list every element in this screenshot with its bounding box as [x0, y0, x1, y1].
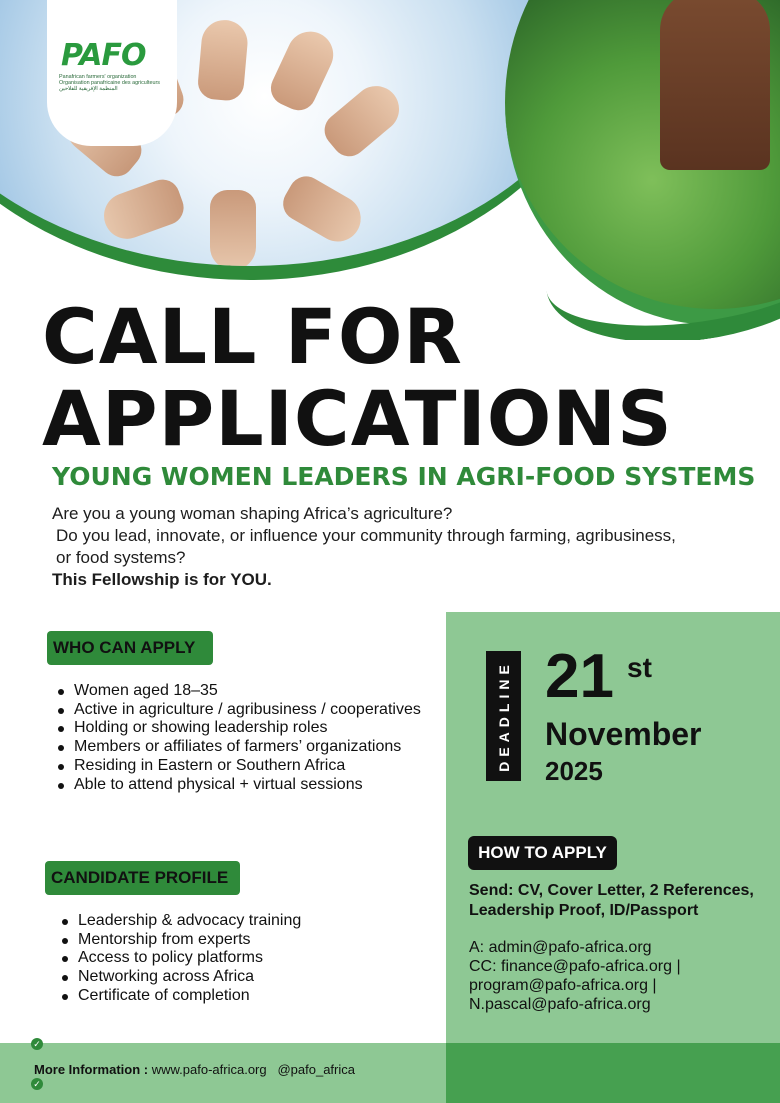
- list-item: Women aged 18–35: [52, 682, 422, 701]
- list-item: Certificate of completion: [56, 987, 426, 1006]
- deadline-year: 2025: [545, 756, 603, 786]
- intro-line-2: Do you lead, innovate, or influence your community through farming, agribusiness, or food systems?: [56, 526, 676, 567]
- email-cc-finance[interactable]: CC: finance@pafo-africa.org |: [469, 958, 681, 975]
- check-icon: ✓: [31, 1078, 43, 1090]
- logo-tagline-en: Panafrican farmers' organization: [59, 74, 137, 80]
- footer-info: [34, 1062, 355, 1077]
- title-line-1: CALL FOR: [42, 292, 463, 381]
- check-icon: ✓: [31, 1038, 43, 1050]
- footer-bar-right: [446, 1043, 780, 1103]
- candidate-profile-heading: CANDIDATE PROFILE: [45, 861, 240, 895]
- social-handle[interactable]: @pafo_africa: [277, 1062, 355, 1077]
- footer-label: More Information :: [34, 1062, 149, 1077]
- contact-emails: [469, 938, 774, 1014]
- list-item: Members or affiliates of farmers’ organizations: [52, 738, 422, 757]
- list-item: Holding or showing leadership roles: [52, 719, 422, 738]
- list-item: Residing in Eastern or Southern Africa: [52, 757, 422, 776]
- logo-wordmark: PAFO: [61, 38, 146, 73]
- deadline-label: DEADLINE: [495, 660, 512, 772]
- who-can-apply-heading: WHO CAN APPLY: [47, 631, 213, 665]
- profile-list: [56, 912, 426, 1006]
- eligibility-list: [52, 682, 422, 794]
- list-item: Mentorship from experts: [56, 931, 426, 950]
- page-title: [42, 292, 762, 463]
- intro-text: [52, 503, 692, 591]
- email-cc-program[interactable]: program@pafo-africa.org |: [469, 977, 657, 994]
- intro-line-1: Are you a young woman shaping Africa’s agriculture?: [52, 504, 453, 523]
- deadline-day-suffix: st: [627, 652, 652, 683]
- pafo-logo: [47, 0, 177, 146]
- deadline-month: November: [545, 716, 702, 752]
- required-documents: Send: CV, Cover Letter, 2 References, Leadership Proof, ID/Passport: [469, 882, 754, 919]
- list-item: Access to policy platforms: [56, 949, 426, 968]
- list-item: Active in agriculture / agribusiness / cooperatives: [52, 701, 422, 720]
- title-line-2: APPLICATIONS: [42, 374, 673, 463]
- how-to-apply-heading: HOW TO APPLY: [468, 836, 617, 870]
- website-link[interactable]: www.pafo-africa.org: [151, 1062, 267, 1077]
- subheading: YOUNG WOMEN LEADERS IN AGRI-FOOD SYSTEMS: [52, 462, 756, 491]
- logo-tagline-ar: المنظمة الإفريقية للفلاحين: [59, 86, 118, 92]
- list-item: Leadership & advocacy training: [56, 912, 426, 931]
- logo-tagline-fr: Organisation panafricaine des agriculteurs: [59, 80, 160, 86]
- deadline-day: 21: [545, 642, 614, 711]
- list-item: Networking across Africa: [56, 968, 426, 987]
- email-cc-pascal[interactable]: N.pascal@pafo-africa.org: [469, 996, 651, 1013]
- email-to[interactable]: A: admin@pafo-africa.org: [469, 939, 652, 956]
- intro-line-3: This Fellowship is for YOU.: [52, 570, 272, 589]
- list-item: Able to attend physical + virtual sessions: [52, 776, 422, 795]
